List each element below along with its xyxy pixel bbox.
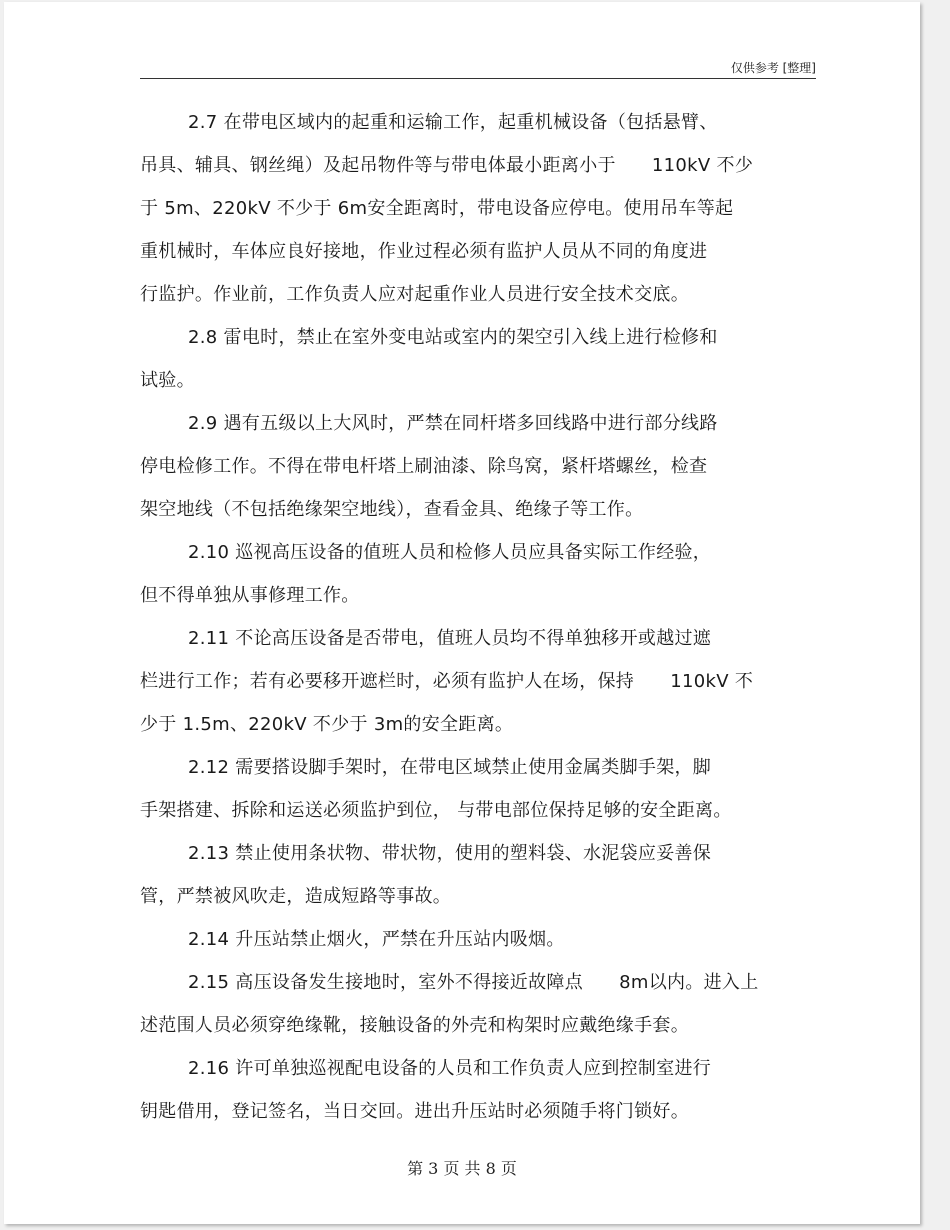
- text-line: 2.8 雷电时，禁止在室外变电站或室内的架空引入线上进行检修和: [188, 327, 718, 348]
- text-line: 2.13 禁止使用条状物、带状物，使用的塑料袋、水泥袋应妥善保: [188, 843, 712, 864]
- text-line: 述范围人员必须穿绝缘靴，接触设备的外壳和构架时应戴绝缘手套。: [140, 1015, 689, 1036]
- text-line: 钥匙借用，登记签名，当日交回。进出升压站时必须随手将门锁好。: [140, 1101, 689, 1122]
- text-line: 2.7 在带电区域内的起重和运输工作，起重机械设备（包括悬臂、: [188, 112, 718, 133]
- text-line: 试验。: [140, 370, 195, 391]
- text-line: 于 5m、220kV 不少于 6m安全距离时，带电设备应停电。使用吊车等起: [140, 198, 734, 219]
- document-page: [4, 2, 920, 1224]
- document-body: [140, 108, 820, 1140]
- text-line: 2.10 巡视高压设备的值班人员和检修人员应具备实际工作经验，: [188, 542, 712, 563]
- text-line: 2.9 遇有五级以上大风时，严禁在同杆塔多回线路中进行部分线路: [188, 413, 718, 434]
- text-line: 2.15 高压设备发生接地时，室外不得接近故障点 8m以内。进入上: [188, 972, 759, 993]
- header-divider: [140, 78, 816, 79]
- text-line: 手架搭建、拆除和运送必须监护到位， 与带电部位保持足够的安全距离。: [140, 800, 732, 821]
- text-line: 管，严禁被风吹走，造成短路等事故。: [140, 886, 452, 907]
- text-line: 2.14 升压站禁止烟火，严禁在升压站内吸烟。: [188, 929, 565, 950]
- text-line: 吊具、辅具、钢丝绳）及起吊物件等与带电体最小距离小于 110kV 不少: [140, 155, 754, 176]
- text-line: 栏进行工作；若有必要移开遮栏时，必须有监护人在场，保持 110kV 不: [140, 671, 754, 692]
- text-line: 2.12 需要搭设脚手架时，在带电区域禁止使用金属类脚手架，脚: [188, 757, 712, 778]
- text-line: 少于 1.5m、220kV 不少于 3m的安全距离。: [140, 714, 514, 735]
- text-line: 重机械时，车体应良好接地，作业过程必须有监护人员从不同的角度进: [140, 241, 708, 262]
- text-line: 架空地线（不包括绝缘架空地线），查看金具、绝缘子等工作。: [140, 499, 644, 520]
- text-line: 2.11 不论高压设备是否带电，值班人员均不得单独移开或越过遮: [188, 628, 712, 649]
- text-line: 行监护。作业前，工作负责人应对起重作业人员进行安全技术交底。: [140, 284, 689, 305]
- page-number-footer: 第 3 页 共 8 页: [407, 1159, 517, 1178]
- text-line: 2.16 许可单独巡视配电设备的人员和工作负责人应到控制室进行: [188, 1058, 712, 1079]
- header-note: 仅供参考 [整理]: [730, 61, 816, 75]
- text-line: 但不得单独从事修理工作。: [140, 585, 360, 606]
- text-line: 停电检修工作。不得在带电杆塔上刷油漆、除鸟窝，紧杆塔螺丝，检查: [140, 456, 708, 477]
